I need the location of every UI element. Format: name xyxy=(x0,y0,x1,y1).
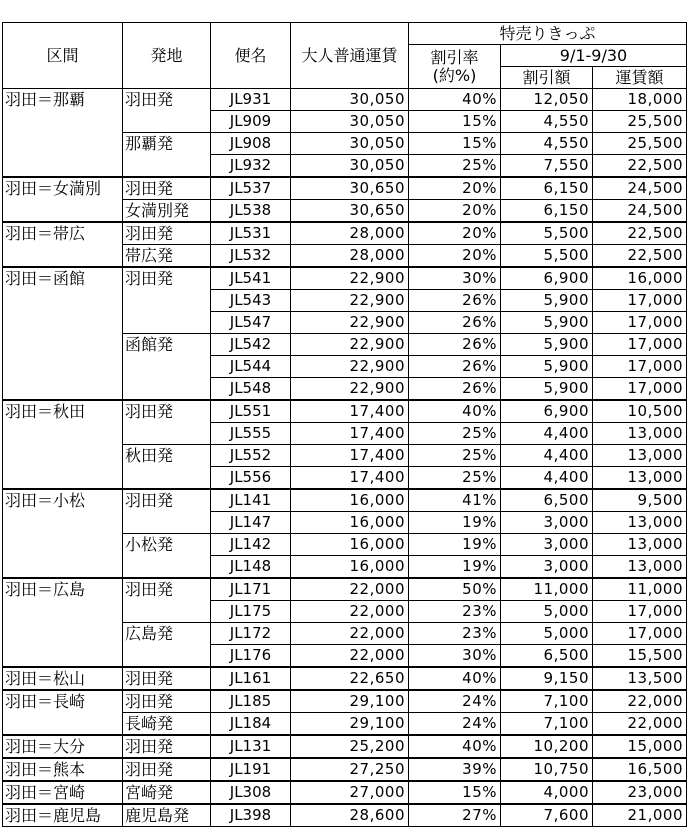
rate-cell: 30% xyxy=(409,267,501,290)
origin-cell: 羽田発 xyxy=(123,667,211,690)
flight-cell: JL532 xyxy=(211,245,291,268)
discount-cell: 6,900 xyxy=(501,267,593,290)
fare-cell: 22,900 xyxy=(291,267,409,290)
discount-cell: 4,400 xyxy=(501,445,593,467)
fare-cell: 22,000 xyxy=(291,645,409,668)
table-row xyxy=(3,222,687,245)
price-cell: 13,000 xyxy=(593,556,687,579)
rate-cell: 40% xyxy=(409,400,501,423)
price-cell: 25,500 xyxy=(593,111,687,133)
header-route: 区間 xyxy=(3,23,123,89)
price-cell: 17,000 xyxy=(593,334,687,356)
discount-cell: 6,150 xyxy=(501,177,593,200)
rate-cell: 24% xyxy=(409,690,501,713)
fare-cell: 17,400 xyxy=(291,445,409,467)
discount-cell: 4,400 xyxy=(501,423,593,445)
header-origin: 発地 xyxy=(123,23,211,89)
fare-cell: 22,900 xyxy=(291,356,409,378)
discount-cell: 4,400 xyxy=(501,467,593,490)
table-row xyxy=(3,690,687,713)
route-cell: 羽田＝帯広 xyxy=(3,222,123,267)
price-cell: 13,000 xyxy=(593,445,687,467)
header-special: 特売りきっぷ xyxy=(409,23,687,45)
fare-table xyxy=(2,22,687,827)
discount-cell: 10,200 xyxy=(501,735,593,758)
origin-cell: 長崎発 xyxy=(123,713,211,736)
origin-cell: 羽田発 xyxy=(123,267,211,334)
discount-cell: 5,900 xyxy=(501,334,593,356)
price-cell: 17,000 xyxy=(593,601,687,623)
route-cell: 羽田＝秋田 xyxy=(3,400,123,489)
rate-cell: 26% xyxy=(409,334,501,356)
origin-cell: 羽田発 xyxy=(123,177,211,200)
route-cell: 羽田＝女満別 xyxy=(3,177,123,222)
discount-cell: 4,000 xyxy=(501,781,593,804)
discount-cell: 10,750 xyxy=(501,758,593,781)
route-cell: 羽田＝小松 xyxy=(3,489,123,578)
flight-cell: JL171 xyxy=(211,578,291,601)
origin-cell: 羽田発 xyxy=(123,89,211,133)
fare-table-body xyxy=(3,89,687,827)
flight-cell: JL909 xyxy=(211,111,291,133)
discount-cell: 3,000 xyxy=(501,534,593,556)
origin-cell: 広島発 xyxy=(123,623,211,668)
discount-cell: 7,600 xyxy=(501,804,593,827)
table-row xyxy=(3,267,687,290)
price-cell: 17,000 xyxy=(593,290,687,312)
route-cell: 羽田＝広島 xyxy=(3,578,123,667)
rate-cell: 23% xyxy=(409,601,501,623)
flight-cell: JL185 xyxy=(211,690,291,713)
rate-cell: 15% xyxy=(409,133,501,155)
discount-cell: 5,900 xyxy=(501,290,593,312)
fare-cell: 22,000 xyxy=(291,578,409,601)
header-discount-rate: 割引率(約%) xyxy=(409,45,501,89)
fare-cell: 30,050 xyxy=(291,133,409,155)
fare-cell: 30,050 xyxy=(291,155,409,178)
flight-cell: JL537 xyxy=(211,177,291,200)
flight-cell: JL176 xyxy=(211,645,291,668)
discount-cell: 5,900 xyxy=(501,356,593,378)
origin-cell: 帯広発 xyxy=(123,245,211,268)
origin-cell: 宮崎発 xyxy=(123,781,211,804)
flight-cell: JL551 xyxy=(211,400,291,423)
fare-cell: 17,400 xyxy=(291,423,409,445)
discount-cell: 3,000 xyxy=(501,556,593,579)
fare-cell: 28,000 xyxy=(291,222,409,245)
fare-cell: 16,000 xyxy=(291,489,409,512)
flight-cell: JL538 xyxy=(211,200,291,223)
fare-cell: 30,050 xyxy=(291,111,409,133)
rate-cell: 40% xyxy=(409,89,501,111)
price-cell: 16,500 xyxy=(593,758,687,781)
price-cell: 9,500 xyxy=(593,489,687,512)
fare-cell: 30,650 xyxy=(291,177,409,200)
flight-cell: JL184 xyxy=(211,713,291,736)
fare-cell: 28,000 xyxy=(291,245,409,268)
origin-cell: 羽田発 xyxy=(123,400,211,445)
discount-cell: 5,000 xyxy=(501,623,593,645)
flight-cell: JL131 xyxy=(211,735,291,758)
flight-cell: JL161 xyxy=(211,667,291,690)
header-discount-amount: 割引額 xyxy=(501,67,593,89)
rate-cell: 30% xyxy=(409,645,501,668)
rate-cell: 20% xyxy=(409,177,501,200)
rate-cell: 27% xyxy=(409,804,501,827)
route-cell: 羽田＝鹿児島 xyxy=(3,804,123,827)
discount-cell: 12,050 xyxy=(501,89,593,111)
discount-cell: 7,550 xyxy=(501,155,593,178)
rate-cell: 19% xyxy=(409,556,501,579)
fare-cell: 16,000 xyxy=(291,512,409,534)
origin-cell: 羽田発 xyxy=(123,735,211,758)
rate-cell: 26% xyxy=(409,290,501,312)
fare-cell: 29,100 xyxy=(291,713,409,736)
flight-cell: JL142 xyxy=(211,534,291,556)
price-cell: 24,500 xyxy=(593,200,687,223)
fare-cell: 29,100 xyxy=(291,690,409,713)
origin-cell: 鹿児島発 xyxy=(123,804,211,827)
table-row xyxy=(3,735,687,758)
rate-cell: 20% xyxy=(409,222,501,245)
header-fare-amount: 運賃額 xyxy=(593,67,687,89)
flight-cell: JL191 xyxy=(211,758,291,781)
rate-cell: 25% xyxy=(409,155,501,178)
price-cell: 16,000 xyxy=(593,267,687,290)
flight-cell: JL542 xyxy=(211,334,291,356)
price-cell: 13,000 xyxy=(593,512,687,534)
fare-cell: 22,000 xyxy=(291,601,409,623)
origin-cell: 函館発 xyxy=(123,334,211,401)
discount-cell: 6,900 xyxy=(501,400,593,423)
rate-cell: 15% xyxy=(409,111,501,133)
fare-cell: 16,000 xyxy=(291,534,409,556)
header-fare: 大人普通運賃 xyxy=(291,23,409,89)
price-cell: 22,500 xyxy=(593,155,687,178)
discount-cell: 5,500 xyxy=(501,222,593,245)
price-cell: 15,500 xyxy=(593,645,687,668)
price-cell: 22,000 xyxy=(593,713,687,736)
rate-cell: 39% xyxy=(409,758,501,781)
table-row xyxy=(3,177,687,200)
discount-cell: 5,900 xyxy=(501,312,593,334)
fare-cell: 22,000 xyxy=(291,623,409,645)
rate-cell: 20% xyxy=(409,245,501,268)
flight-cell: JL908 xyxy=(211,133,291,155)
rate-cell: 25% xyxy=(409,467,501,490)
rate-cell: 23% xyxy=(409,623,501,645)
flight-cell: JL547 xyxy=(211,312,291,334)
discount-cell: 7,100 xyxy=(501,690,593,713)
discount-cell: 6,150 xyxy=(501,200,593,223)
fare-cell: 22,900 xyxy=(291,312,409,334)
flight-cell: JL172 xyxy=(211,623,291,645)
discount-cell: 5,000 xyxy=(501,601,593,623)
price-cell: 11,000 xyxy=(593,578,687,601)
table-row xyxy=(3,804,687,827)
fare-cell: 16,000 xyxy=(291,556,409,579)
flight-cell: JL175 xyxy=(211,601,291,623)
fare-cell: 22,900 xyxy=(291,378,409,401)
flight-cell: JL543 xyxy=(211,290,291,312)
price-cell: 13,000 xyxy=(593,467,687,490)
discount-cell: 5,500 xyxy=(501,245,593,268)
origin-cell: 秋田発 xyxy=(123,445,211,490)
discount-cell: 7,100 xyxy=(501,713,593,736)
price-cell: 22,500 xyxy=(593,222,687,245)
rate-cell: 41% xyxy=(409,489,501,512)
price-cell: 17,000 xyxy=(593,356,687,378)
fare-cell: 22,650 xyxy=(291,667,409,690)
table-row xyxy=(3,400,687,423)
price-cell: 17,000 xyxy=(593,623,687,645)
discount-cell: 4,550 xyxy=(501,111,593,133)
discount-cell: 6,500 xyxy=(501,489,593,512)
price-cell: 10,500 xyxy=(593,400,687,423)
flight-cell: JL555 xyxy=(211,423,291,445)
rate-cell: 26% xyxy=(409,378,501,401)
discount-cell: 9,150 xyxy=(501,667,593,690)
rate-cell: 26% xyxy=(409,312,501,334)
flight-cell: JL147 xyxy=(211,512,291,534)
fare-cell: 17,400 xyxy=(291,400,409,423)
rate-cell: 25% xyxy=(409,423,501,445)
rate-cell: 19% xyxy=(409,512,501,534)
fare-cell: 30,650 xyxy=(291,200,409,223)
price-cell: 13,000 xyxy=(593,534,687,556)
table-row xyxy=(3,667,687,690)
flight-cell: JL556 xyxy=(211,467,291,490)
price-cell: 15,000 xyxy=(593,735,687,758)
price-cell: 17,000 xyxy=(593,312,687,334)
discount-cell: 11,000 xyxy=(501,578,593,601)
flight-cell: JL931 xyxy=(211,89,291,111)
price-cell: 24,500 xyxy=(593,177,687,200)
fare-cell: 17,400 xyxy=(291,467,409,490)
rate-cell: 24% xyxy=(409,713,501,736)
flight-cell: JL398 xyxy=(211,804,291,827)
price-cell: 22,500 xyxy=(593,245,687,268)
price-cell: 25,500 xyxy=(593,133,687,155)
origin-cell: 羽田発 xyxy=(123,222,211,245)
fare-cell: 27,250 xyxy=(291,758,409,781)
origin-cell: 女満別発 xyxy=(123,200,211,223)
origin-cell: 羽田発 xyxy=(123,690,211,713)
flight-cell: JL141 xyxy=(211,489,291,512)
flight-cell: JL308 xyxy=(211,781,291,804)
route-cell: 羽田＝宮崎 xyxy=(3,781,123,804)
discount-cell: 5,900 xyxy=(501,378,593,401)
route-cell: 羽田＝函館 xyxy=(3,267,123,400)
flight-cell: JL932 xyxy=(211,155,291,178)
origin-cell: 羽田発 xyxy=(123,489,211,534)
origin-cell: 那覇発 xyxy=(123,133,211,178)
rate-cell: 50% xyxy=(409,578,501,601)
fare-cell: 27,000 xyxy=(291,781,409,804)
route-cell: 羽田＝大分 xyxy=(3,735,123,758)
flight-cell: JL541 xyxy=(211,267,291,290)
price-cell: 13,500 xyxy=(593,667,687,690)
origin-cell: 羽田発 xyxy=(123,578,211,623)
route-cell: 羽田＝松山 xyxy=(3,667,123,690)
rate-cell: 26% xyxy=(409,356,501,378)
discount-cell: 6,500 xyxy=(501,645,593,668)
fare-cell: 30,050 xyxy=(291,89,409,111)
fare-cell: 25,200 xyxy=(291,735,409,758)
flight-cell: JL548 xyxy=(211,378,291,401)
fare-cell: 28,600 xyxy=(291,804,409,827)
table-row xyxy=(3,578,687,601)
rate-cell: 19% xyxy=(409,534,501,556)
table-row xyxy=(3,89,687,111)
price-cell: 17,000 xyxy=(593,378,687,401)
price-cell: 13,000 xyxy=(593,423,687,445)
table-row xyxy=(3,781,687,804)
discount-cell: 3,000 xyxy=(501,512,593,534)
price-cell: 22,000 xyxy=(593,690,687,713)
rate-cell: 25% xyxy=(409,445,501,467)
header-period: 9/1-9/30 xyxy=(501,45,687,67)
table-row xyxy=(3,758,687,781)
rate-cell: 20% xyxy=(409,200,501,223)
table-row xyxy=(3,489,687,512)
fare-cell: 22,900 xyxy=(291,290,409,312)
origin-cell: 羽田発 xyxy=(123,758,211,781)
discount-cell: 4,550 xyxy=(501,133,593,155)
flight-cell: JL544 xyxy=(211,356,291,378)
rate-cell: 40% xyxy=(409,667,501,690)
flight-cell: JL552 xyxy=(211,445,291,467)
fare-cell: 22,900 xyxy=(291,334,409,356)
price-cell: 21,000 xyxy=(593,804,687,827)
rate-cell: 15% xyxy=(409,781,501,804)
origin-cell: 小松発 xyxy=(123,534,211,579)
flight-cell: JL148 xyxy=(211,556,291,579)
header-flight: 便名 xyxy=(211,23,291,89)
rate-cell: 40% xyxy=(409,735,501,758)
route-cell: 羽田＝那覇 xyxy=(3,89,123,178)
price-cell: 18,000 xyxy=(593,89,687,111)
price-cell: 23,000 xyxy=(593,781,687,804)
route-cell: 羽田＝熊本 xyxy=(3,758,123,781)
route-cell: 羽田＝長崎 xyxy=(3,690,123,735)
flight-cell: JL531 xyxy=(211,222,291,245)
